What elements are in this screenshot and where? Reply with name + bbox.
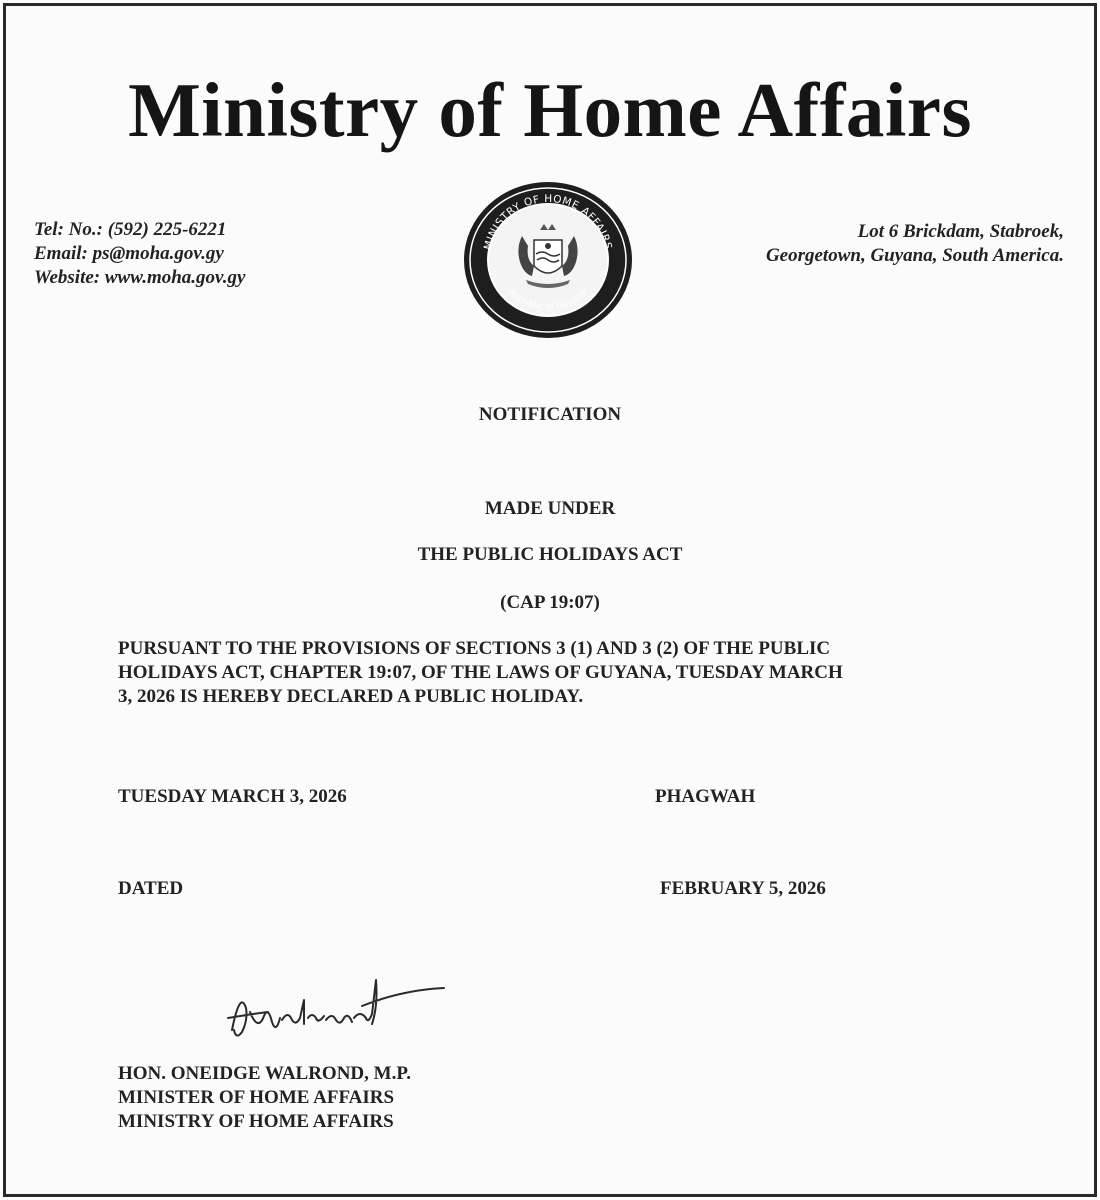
seal-bottom-text: Republic of Guyana [506,287,590,313]
address-line-1: Lot 6 Brickdam, Stabroek, [857,221,1064,242]
holiday-date: TUESDAY MARCH 3, 2026 [118,786,347,807]
signatory-title-1: MINISTER OF HOME AFFAIRS [118,1087,395,1108]
signatory-title-2: MINISTRY OF HOME AFFAIRS [118,1111,394,1132]
contact-tel: Tel: No.: (592) 225-6221 [34,219,227,240]
dated-label: DATED [118,878,184,899]
address-block [644,220,1064,268]
ministry-title: Ministry of Home Affairs [128,67,972,153]
signatory-block [118,1062,411,1134]
contact-email: Email: ps@moha.gov.gy [34,243,224,264]
address-line-2: Georgetown, Guyana, South America. [765,245,1064,266]
declaration-line-3: 3, 2026 IS HEREBY DECLARED A PUBLIC HOLIDAY. [118,686,584,707]
holiday-name: PHAGWAH [655,786,756,807]
declaration-line-1: PURSUANT TO THE PROVISIONS OF SECTIONS 3 (1) AND 3 (2) OF THE PUBLIC [118,638,831,659]
contact-block [34,218,245,290]
cap-reference: (CAP 19:07) [500,592,600,613]
declaration-paragraph [118,637,998,709]
ministry-seal [462,180,634,340]
contact-website: Website: www.moha.gov.gy [34,267,246,288]
signatory-name: HON. ONEIDGE WALROND, M.P. [118,1063,411,1084]
seal-top-text: MINISTRY OF HOME AFFAIRS [481,192,615,252]
minister-signature [212,960,452,1050]
declaration-line-2: HOLIDAYS ACT, CHAPTER 19:07, OF THE LAWS OF GUYANA, TUESDAY MARCH [118,662,843,683]
made-under-label: MADE UNDER [484,498,616,519]
dated-value: FEBRUARY 5, 2026 [660,878,826,899]
act-name: THE PUBLIC HOLIDAYS ACT [417,544,683,565]
notification-heading: NOTIFICATION [478,404,622,425]
